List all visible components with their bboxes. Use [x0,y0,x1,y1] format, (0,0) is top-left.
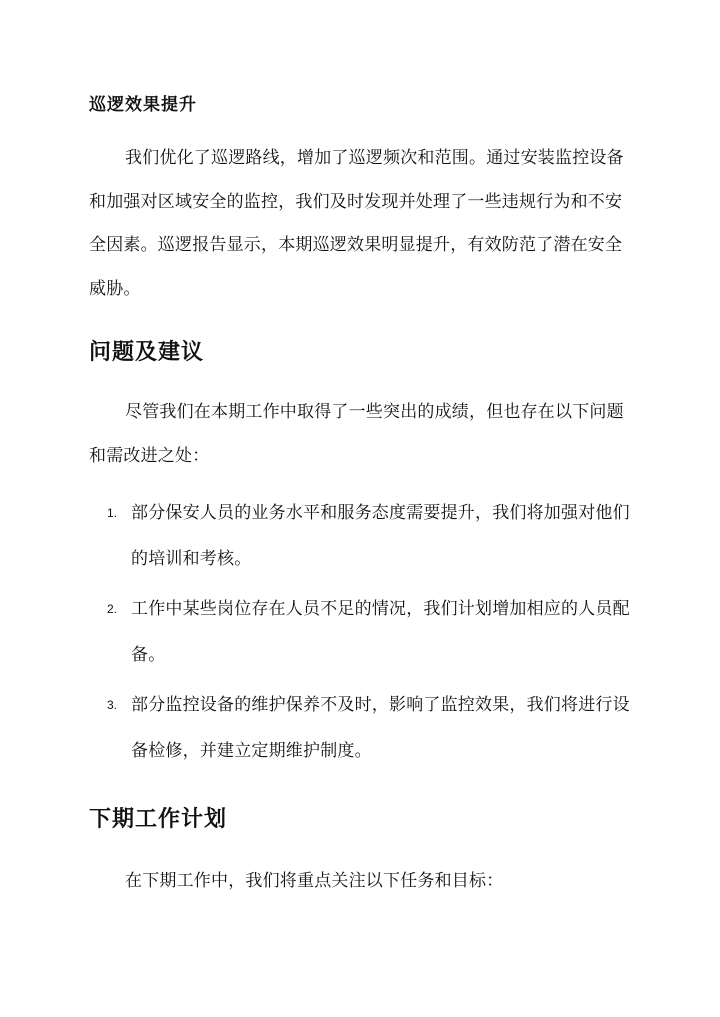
list-item-text: 工作中某些岗位存在人员不足的情况，我们计划增加相应的人员配备。 [131,599,630,665]
heading-issues-suggestions: 问题及建议 [89,340,205,365]
list-item [89,586,634,678]
list-item [89,682,634,774]
paragraph-patrol: 我们优化了巡逻路线，增加了巡逻频次和范围。通过安装监控设备和加强对区域安全的监控，我们及时发现并处理了一些违规行为和不安全因素。巡逻报告显示，本期巡逻效果明显提升，有效防范了潜在安全威胁。 [89,148,624,299]
list-item [89,490,634,582]
paragraph-next-plan: 在下期工作中，我们将重点关注以下任务和目标： [125,871,504,891]
paragraph-issues-intro: 尽管我们在本期工作中取得了一些突出的成绩，但也存在以下问题和需改进之处： [89,402,624,466]
list-item-text: 部分监控设备的维护保养不及时，影响了监控效果，我们将进行设备检修，并建立定期维护制度。 [131,695,630,761]
list-item-text: 部分保安人员的业务水平和服务态度需要提升，我们将加强对他们的培训和考核。 [131,503,630,569]
list-item-number: 3. [107,698,118,712]
heading-next-plan: 下期工作计划 [89,807,228,832]
heading-patrol-improvement: 巡逻效果提升 [89,95,197,115]
list-item-number: 2. [107,602,118,616]
list-item-number: 1. [107,506,118,520]
